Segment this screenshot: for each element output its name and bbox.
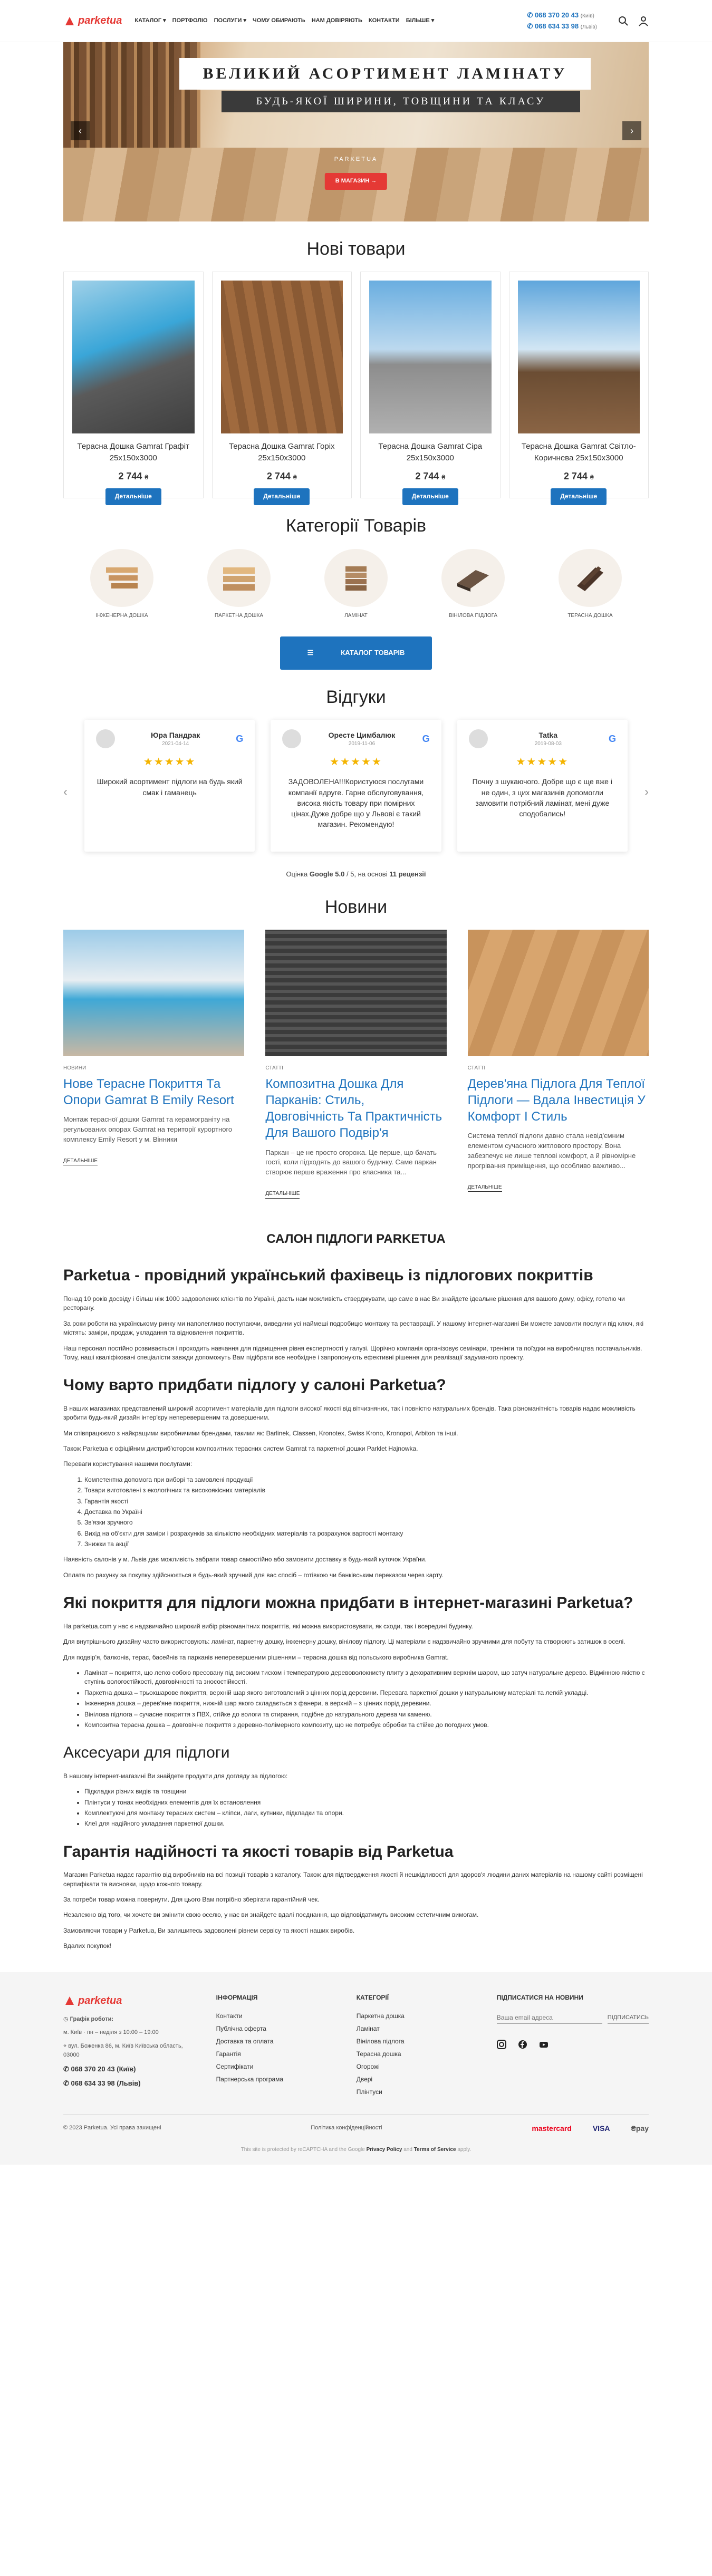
instagram-icon[interactable] (497, 2040, 506, 2049)
phone-icon: ✆ (527, 22, 535, 30)
rating-source: Google (309, 870, 333, 879)
payment-methods (532, 2123, 649, 2134)
news-category[interactable]: НОВИНИ (63, 1065, 86, 1072)
product-image[interactable] (369, 281, 492, 433)
logo-text: parketua (78, 1994, 122, 2006)
review-card (84, 720, 255, 852)
nav-trust[interactable]: НАМ ДОВІРЯЮТЬ (311, 17, 362, 24)
footer-link[interactable]: Плінтуси (356, 2088, 382, 2096)
nav-label: БІЛЬШЕ (406, 17, 430, 24)
news-excerpt: Паркан – це не просто огорожа. Це перше, що бачать гості, коли підходять до вашого будинку. Саме паркан створює перше враження про власника та... (265, 1148, 437, 1176)
phone-city: (Київ) (580, 13, 594, 19)
credit-and: and (403, 2147, 412, 2153)
credit-prefix: This site is protected by reCAPTCHA and the Google (240, 2147, 365, 2153)
price-value: 2 744 (563, 471, 588, 482)
review-date: 2021-04-14 (162, 741, 189, 747)
product-card[interactable] (360, 272, 501, 498)
product-image[interactable] (72, 281, 195, 433)
section-title: Категорії Товарів (285, 516, 427, 536)
reviewer-name: Юра Пандрак (151, 730, 200, 739)
rating-prefix: Оцінка (286, 870, 308, 879)
category-image[interactable] (90, 549, 153, 607)
logo-icon (63, 15, 76, 27)
category-terrace[interactable] (551, 549, 630, 620)
privacy-link[interactable]: Політика конфіденційності (311, 2125, 382, 2131)
product-name[interactable]: Терасна Дошка Gamrat Світло-Коричнева 25x150x3000 (521, 442, 636, 463)
footer-link[interactable]: Вінілова підлога (356, 2037, 405, 2045)
category-name[interactable]: ТЕРАСНА ДОШКА (567, 612, 613, 619)
chevron-left-icon[interactable]: ‹ (63, 785, 68, 799)
news-card (63, 930, 244, 1198)
hero-title: ВЕЛИКИЙ АСОРТИМЕНТ ЛАМІНАТУ (179, 58, 591, 90)
footer-link[interactable]: Контакти (216, 2012, 243, 2020)
rating-mid: / 5, на основі (346, 870, 388, 879)
news (63, 894, 649, 1199)
applepay-icon: ₴pay (631, 2124, 649, 2133)
footer-link[interactable]: Гарантія (216, 2050, 241, 2058)
about-paragraph: В нашому інтернет-магазині Ви знайдете продукти для догляду за підлогою: (63, 1772, 288, 1780)
about-paragraph: Наявність салонів у м. Львів дає можливість забрати товар самостійно або замовити доставку в будь-який куточок України. (63, 1556, 427, 1564)
list-item: 7. Знижки та акції (84, 1540, 649, 1549)
category-image[interactable] (441, 549, 505, 607)
section-title: Нові товари (306, 239, 406, 259)
plank-icon (572, 562, 609, 594)
social-links (497, 2040, 649, 2049)
chevron-right-icon[interactable]: › (644, 785, 649, 799)
product-card[interactable] (212, 272, 352, 498)
about-paragraph: Оплата по рахунку за покупку здійснюється в будь-який зручний для вас спосіб – готівкою чи банківським переказом через карту. (63, 1571, 444, 1579)
list-item: • Клеї для надійного укладання паркетної дошки. (84, 1819, 649, 1828)
list-item: 6. Вихід на об'єкти для заміри і розрахунків за кількістю необхідних матеріалів та розрахунок вартості монтажу (84, 1529, 649, 1538)
list-item: • Підкладки різних видів та товщини (84, 1787, 649, 1796)
clock-icon: ◷ (63, 2015, 70, 2022)
product-name[interactable]: Терасна Дошка Gamrat Сіра 25x150x3000 (378, 442, 483, 463)
reviewer-name: Оресте Цимбалюк (328, 730, 396, 739)
avatar (282, 729, 301, 748)
footer-logo[interactable] (63, 1993, 200, 2009)
product-name[interactable]: Терасна Дошка Gamrat Горіх 25x150x3000 (228, 442, 335, 463)
news-image[interactable] (63, 930, 244, 1056)
logo-text: parketua (78, 15, 122, 26)
about-paragraph: Наш персонал постійно розвивається і проходить навчання для підвищення рівня експертності у галузі. Щорічно компанія організовує семінари, тренінги та поїздки на виробництва постачальників. Тому, наші кваліфіковані спеціалісти завжди допоможуть Вам підібрати все необхідне і запропонують ефективні рішення для реалізації задуманого проекту. (63, 1344, 642, 1361)
reviewer-name: Tatka (538, 730, 558, 739)
news-title[interactable]: Дерев'яна Підлога Для Теплої Підлоги — Вдала Інвестиція У Комфорт І Стиль (467, 1076, 646, 1124)
product-card[interactable] (63, 272, 204, 498)
section-title: Відгуки (326, 687, 386, 707)
list-item: • Комплектуючі для монтажу терасних систем – кліпси, лаги, кутники, підкладки та опори. (84, 1809, 649, 1818)
rating-value: 5.0 (335, 870, 345, 879)
news-card (468, 930, 649, 1198)
email-field[interactable] (497, 2012, 602, 2024)
product-image[interactable] (518, 281, 640, 433)
footer-link[interactable]: Двері (356, 2075, 373, 2083)
phone-icon: ✆ (527, 11, 535, 19)
category-image[interactable] (207, 549, 271, 607)
footer-heading: ІНФОРМАЦІЯ (216, 1993, 258, 2001)
facebook-icon[interactable] (518, 2040, 527, 2049)
youtube-icon[interactable] (539, 2040, 549, 2049)
phone-city: (Львів) (580, 24, 597, 30)
review-text: Широкий асортимент підлоги на будь який смак і гаманець (97, 777, 243, 797)
footer-phone-kyiv[interactable]: 068 370 20 43 (Київ) (71, 2064, 136, 2073)
about-paragraph: Магазин Parketua надає гарантію від виробників на всі позиції товарів з каталогу. Також для підтвердження якості й нешкідливості для здоров'я людини даних матеріалів на нашому сайті розміщені сертифікати та висновки, щодо кожного товару. (63, 1871, 643, 1888)
footer-link[interactable]: Партнерська програма (216, 2075, 284, 2083)
chevron-down-icon: ▾ (431, 17, 435, 24)
catalog-button[interactable] (280, 636, 432, 670)
star-rating: ★★★★★ (516, 756, 569, 768)
news-more-link[interactable]: ДЕТАЛЬНІШЕ (63, 1157, 98, 1166)
nav-label: ПОСЛУГИ (214, 17, 242, 24)
reviews (63, 684, 649, 880)
footer-contacts (63, 1993, 200, 2098)
schedule-title: Графік роботи: (70, 2015, 114, 2022)
category-name[interactable]: ІНЖЕНЕРНА ДОШКА (95, 612, 148, 619)
google-rating (63, 870, 649, 880)
header-icons (618, 16, 649, 26)
phone-icon: ✆ (63, 2064, 71, 2073)
visa-icon: VISA (592, 2124, 610, 2133)
category-name[interactable]: ЛАМІНАТ (344, 612, 368, 619)
list-item: 2. Товари виготовлені з екологічних та високоякісних матеріалів (84, 1486, 649, 1495)
product-card[interactable] (509, 272, 649, 498)
price-value: 2 744 (118, 471, 142, 482)
nav-label: КАТАЛОГ (134, 17, 162, 24)
main-nav (134, 17, 434, 25)
product-price (369, 469, 492, 483)
price-value: 2 744 (415, 471, 439, 482)
product-image[interactable] (221, 281, 343, 433)
category-name[interactable]: ПАРКЕТНА ДОШКА (214, 612, 263, 619)
list-item: • Інженерна дошка – дерев'яне покриття, нижній шар якого складається з фанери, а верхній – з цінних порід деревини. (84, 1699, 649, 1708)
nav-contacts[interactable]: КОНТАКТИ (368, 17, 400, 24)
list-item: • Паркетна дошка – трьохшарове покриття, верхній шар якого виготовлений з цінних порід деревини. Перевага паркетної дошки у натуральному матеріалі та легкій укладці. (84, 1689, 649, 1697)
address: вул. Боженка 86, м. Київ Київська область, 03000 (63, 2042, 183, 2059)
chevron-down-icon: ▾ (163, 17, 166, 24)
footer-link[interactable]: Ламінат (356, 2024, 380, 2032)
nav-services[interactable] (214, 17, 246, 25)
slider-prev-icon[interactable]: ‹ (71, 121, 90, 140)
google-icon: G (236, 734, 244, 745)
category-image[interactable] (559, 549, 622, 607)
new-products (63, 236, 649, 498)
plank-icon (455, 562, 492, 594)
site-header (0, 0, 712, 42)
accessories-list (84, 1787, 649, 1829)
about-subtitle: Аксесуари для підлоги (63, 1744, 230, 1762)
price-value: 2 744 (266, 471, 291, 482)
google-icon: G (422, 734, 430, 745)
review-card (457, 720, 628, 852)
news-more-link[interactable]: ДЕТАЛЬНІШЕ (468, 1184, 502, 1192)
about-section (63, 1230, 649, 1951)
about-paragraph: За потреби товар можна повернути. Для цього Вам потрібно зберігати гарантійний чек. (63, 1896, 320, 1904)
about-subtitle: Чому варто придбати підлогу у салоні Parketua? (63, 1376, 446, 1394)
news-category[interactable]: СТАТТІ (265, 1065, 283, 1072)
news-category[interactable]: СТАТТІ (467, 1065, 486, 1072)
star-rating: ★★★★★ (330, 756, 382, 768)
list-item: • Ламінат – покриття, що легко собою пресовану під високим тиском і температурою деревоволокнисту плиту з декоративним верхнім шаром, що затуч натуральне дерево. Відмінною якістю є ступінь вологостійкості, довговічності та зносостійкості. (84, 1668, 649, 1687)
header-phones (527, 10, 597, 32)
nav-portfolio[interactable]: ПОРТФОЛІО (172, 17, 208, 24)
footer-phone-lviv[interactable]: 068 634 33 98 (Львів) (71, 2079, 141, 2087)
product-price (221, 469, 343, 483)
section-title: Новини (324, 897, 388, 918)
list-item: • Вінілова підлога – сучасне покриття з ПВХ, стійке до вологи та стирання, подібне до натурального дерева чи каменю. (84, 1710, 649, 1719)
about-paragraph: Ми співпрацюємо з найкращими виробничими брендами, такими як: Barlinek, Classen, Kronotex, Swiss Krono, Kronopol, Arbiton та інші. (63, 1429, 458, 1437)
star-rating: ★★★★★ (143, 756, 196, 768)
category-vinyl[interactable] (434, 549, 513, 620)
hero-slider (63, 42, 649, 221)
news-excerpt: Система теплої підлоги давно стала невід'ємним елементом сучасного житлового простору. Вона забезпечує не лише теплові комфорт, а й рівномірне прогрівання приміщення, що особливо важливо... (467, 1132, 636, 1170)
about-paragraph: Понад 10 років досвіду і більш ніж 1000 задоволених клієнтів по Україні, даєть нам можливість стверджувати, що саме в нас Ви знайдете ідеальне рішення для вашого дому, офісу, готелю чи ресторану. (63, 1295, 625, 1312)
list-item: • Плінтуси у тонах необхідних елементів для їх встановлення (84, 1798, 649, 1807)
about-title: Parketua - провідний український фахівець із підлогових покриттів (63, 1267, 593, 1285)
recaptcha-notice (63, 2146, 649, 2154)
about-paragraph: Переваги користування нашими послугами: (63, 1460, 193, 1468)
footer-link[interactable]: Сертифікати (216, 2062, 254, 2070)
google-terms-link[interactable]: Terms of Service (413, 2147, 456, 2153)
copyright: © 2023 Parketua. Усі права захищені (63, 2125, 161, 2131)
list-item: 4. Доставка по Україні (84, 1508, 649, 1517)
footer-categories (357, 1993, 481, 2098)
avatar (96, 729, 115, 748)
footer-info (216, 1993, 341, 2098)
details-button[interactable]: Детальніше (402, 488, 458, 505)
product-price (72, 469, 195, 483)
google-icon: G (608, 734, 616, 745)
user-icon[interactable] (638, 16, 649, 26)
location-icon: ⌖ (63, 2042, 69, 2049)
about-paragraph: Для внутрішнього дизайну часто використовують: ламінат, паркетну дошку, інженерну дошку, вінілову підлогу. Ці матеріали є надзвичайно зручними для побуту та створюють затишок в оселі. (63, 1638, 626, 1646)
hero-brand: PARKETUA (334, 156, 378, 162)
category-image[interactable] (324, 549, 388, 607)
hero-subtitle: БУДЬ-ЯКОЇ ШИРИНИ, ТОВЩИНИ ТА КЛАСУ (222, 91, 580, 112)
category-engineered[interactable] (82, 549, 161, 620)
nav-catalog[interactable] (134, 17, 166, 25)
phone-icon: ✆ (63, 2079, 71, 2087)
list-item: 5. Зв'язки зручного (84, 1518, 649, 1527)
phone-lviv[interactable]: 068 634 33 98 (534, 22, 579, 30)
about-heading: САЛОН ПІДЛОГИ PARKETUA (266, 1231, 446, 1246)
plank-icon (220, 562, 257, 594)
google-privacy-link[interactable]: Privacy Policy (366, 2147, 402, 2153)
rating-count: 11 рецензії (389, 870, 426, 879)
about-paragraph: Для подвір'я, балконів, терас, басейнів та парканів неперевершеним рішенням – терасна дошка від польського виробника Gamrat. (63, 1653, 449, 1661)
currency: ₴ (590, 474, 594, 481)
categories (63, 513, 649, 670)
site-footer (0, 1972, 712, 2165)
about-paragraph: Замовляючи товари у Parketua, Ви залишитесь задоволені рівнем сервісу та якості наших виробів. (63, 1926, 355, 1934)
nav-why[interactable]: ЧОМУ ОБИРАЮТЬ (252, 17, 305, 24)
product-price (518, 469, 640, 483)
footer-link[interactable]: Публічна оферта (216, 2024, 266, 2032)
phone-kyiv[interactable]: 068 370 20 43 (534, 11, 579, 19)
footer-link[interactable]: Доставка та оплата (216, 2037, 274, 2045)
footer-subscribe (497, 1993, 649, 2098)
avatar (469, 729, 488, 748)
list-item: • Композитна терасна дошка – довговічне покриття з деревно-полімерного композиту, що не потребує обробки та стійке до погодних умов. (84, 1721, 649, 1730)
review-date: 2019-08-03 (534, 741, 562, 747)
list-item: 1. Компетентна допомога при виборі та замовлені продукції (84, 1475, 649, 1484)
review-date: 2019-11-06 (348, 741, 376, 747)
news-card (265, 930, 446, 1198)
news-image[interactable] (265, 930, 446, 1056)
list-item: 3. Гарантія якості (84, 1497, 649, 1506)
about-subtitle: Які покриття для підлоги можна придбати в інтернет-магазині Parketua? (63, 1594, 633, 1612)
credit-suffix: apply. (457, 2147, 472, 2153)
about-subtitle: Гарантія надійності та якості товарів від Parketua (63, 1842, 454, 1860)
details-button[interactable]: Детальніше (105, 488, 161, 505)
about-paragraph: Також Parketua є офіційним дистриб'ютором композитних терасних систем Gamrat та паркетної дошки Parklet Hajnowka. (63, 1444, 418, 1452)
footer-link[interactable]: Паркетна дошка (356, 2012, 405, 2020)
about-paragraph: Вдалих покупок! (63, 1942, 111, 1950)
slider-next-icon[interactable]: › (622, 121, 641, 140)
news-title[interactable]: Нове Терасне Покриття Та Опори Gamrat В Emily Resort (63, 1076, 234, 1108)
news-title[interactable]: Композитна Дошка Для Парканів: Стиль, Довговічність Та Практичність Для Вашого Подвір'я (265, 1076, 442, 1141)
plank-icon (338, 562, 374, 594)
nav-more[interactable] (406, 17, 435, 25)
news-excerpt: Монтаж терасної дошки Gamrat та керамограніту на регульованих опорах Gamrat на території курортного комплексу Emily Resort у м. Вінники (63, 1115, 233, 1143)
footer-link[interactable]: Терасна дошка (356, 2050, 401, 2058)
schedule: м. Київ · пн – неділя з 10:00 – 19:00 (63, 2029, 159, 2036)
catalog-button-label: КАТАЛОГ ТОВАРІВ (327, 642, 418, 664)
review-card (271, 720, 441, 852)
coverings-list (84, 1668, 649, 1730)
category-laminate[interactable] (316, 549, 396, 620)
footer-heading: ПІДПИСАТИСЯ НА НОВИНИ (496, 1993, 583, 2001)
review-text: ЗАДОВОЛЕНА!!!Користуюся послугами компанії вдруге. Гарне обслуговування, висока якість товару при помірних цінах.Дуже добре що у Львові є такий магазин. Рекомендую! (288, 777, 424, 829)
details-button[interactable]: Детальніше (551, 488, 607, 505)
currency: ₴ (145, 474, 149, 481)
details-button[interactable]: Детальніше (254, 488, 310, 505)
currency: ₴ (441, 474, 446, 481)
subscribe-button[interactable]: ПІДПИСАТИСЬ (608, 2014, 649, 2024)
category-parquet[interactable] (199, 549, 278, 620)
news-image[interactable] (468, 930, 649, 1056)
logo-icon (63, 1994, 76, 2007)
benefits-list (84, 1475, 649, 1549)
review-text: Почну з шукаючого. Добре що є ще вже і не один, з цих магазинів допомогли замовити потрібний ламінат, мені дуже сподобались! (472, 777, 612, 818)
plank-icon (103, 562, 140, 594)
category-name[interactable]: ВІНІЛОВА ПІДЛОГА (448, 612, 498, 619)
chevron-down-icon: ▾ (243, 17, 246, 24)
about-paragraph: В наших магазинах представлений широкий асортимент матеріалів для підлоги високої якості від вітчизняних, так і повністю натуральних брендів. Така різноманітність товарів надає можливість зробити будь-який дизайн інтер'єру неперевершеним та довершеним. (63, 1404, 636, 1422)
product-name[interactable]: Терасна Дошка Gamrat Графіт 25x150x3000 (77, 442, 189, 463)
hero-shop-button[interactable]: В МАГАЗИН → (325, 173, 387, 190)
logo[interactable] (63, 13, 122, 28)
about-paragraph: Незалежно від того, чи хочете ви змінити свою оселю, у нас ви знайдете вдалі поєднання, що відповідатимуть високим естетичним вимогам. (63, 1911, 479, 1919)
grid-icon: ☰ (294, 642, 328, 664)
mastercard-icon: mastercard (532, 2124, 572, 2133)
footer-link[interactable]: Огорожі (356, 2062, 380, 2070)
footer-heading: КАТЕГОРІЇ (356, 1993, 389, 2001)
news-more-link[interactable]: ДЕТАЛЬНІШЕ (265, 1190, 300, 1199)
search-icon[interactable] (618, 16, 629, 26)
about-paragraph: За роки роботи на українському ринку ми наполегливо поступаючи, виведини усі наймеші подробицю монтажу та реставрації. У нашому інтернет-магазині Ви можете замовити послуги під ключ, які містять: заміри, продаж, укладання та відновлення покриттів. (63, 1319, 644, 1337)
about-paragraph: На parketua.com у нас є надзвичайно широкий вибір різноманітних покриттів, які можна використовувати, як сходи, так і всередині будинку. (63, 1622, 473, 1630)
currency: ₴ (293, 474, 297, 481)
